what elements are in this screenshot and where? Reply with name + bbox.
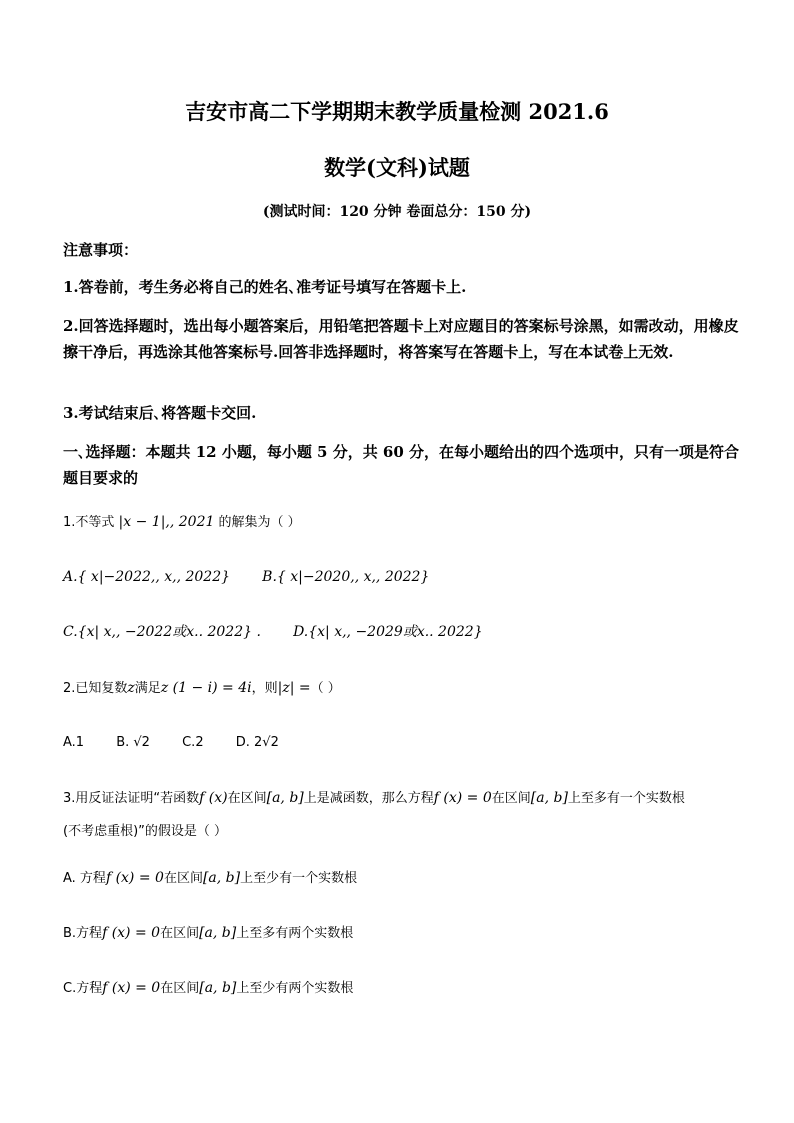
q3-option-a (63, 867, 743, 890)
q2-option-b: B. √2 (116, 735, 150, 750)
q3-option-c-post: 上至少有两个实数根 (236, 981, 354, 996)
notice-item-1: 1.答卷前，考生务必将自己的姓名､准考证号填写在答题卡上. (63, 278, 467, 296)
q3-text-mid2: 上是减函数，那么方程 (303, 791, 434, 806)
q1-option-d: D.{x| x,, −2029或x.. 2022} (293, 624, 483, 640)
q3-option-b-eq: f (x) = 0 (102, 925, 161, 941)
q2-text-mid: 满足 (134, 681, 161, 696)
q3-option-c-pre: C.方程 (63, 981, 103, 996)
q3-option-c-mid: 在区间 (160, 981, 200, 996)
q3-equation: f (x) = 0 (433, 790, 492, 806)
q3-option-c (63, 977, 743, 1000)
q1-expression: |x − 1|,, 2021 (118, 514, 215, 530)
q2-text-pre: 2.已知复数 (63, 681, 128, 696)
q3-option-c-eq: f (x) = 0 (102, 980, 161, 996)
question-3-line-1 (63, 787, 743, 810)
q2-equation: z (1 − i) = 4i (160, 680, 252, 696)
q3-option-b-pre: B.方程 (63, 926, 103, 941)
q2-option-a: A.1 (63, 735, 85, 750)
q2-text-post1: ，则 (251, 681, 278, 696)
q2-z: z (127, 680, 135, 696)
q3-option-b (63, 922, 743, 945)
question-3-line-2: (不考虑重根)”的假设是（ ） (63, 824, 228, 839)
q3-option-b-interval: [a, b] (199, 925, 237, 941)
q3-option-b-mid: 在区间 (160, 926, 200, 941)
q3-interval: [a, b] (266, 790, 304, 806)
q1-text-pre: 1.不等式 (63, 515, 115, 530)
question-1-options-cd (63, 621, 743, 644)
q3-option-a-interval: [a, b] (202, 870, 241, 886)
q3-text-post: 上至多有一个实数根 (567, 791, 685, 806)
notice-item-3: 3.考试结束后､将答题卡交回. (63, 404, 257, 422)
question-1 (63, 511, 743, 534)
q2-option-d: D. 2√2 (235, 735, 279, 750)
question-1-options-ab (63, 566, 743, 589)
exam-subtitle: 数学(文科)试题 (324, 155, 470, 180)
q3-option-a-pre: A. 方程 (63, 871, 106, 886)
exam-meta: (测试时间：120 分钟 卷面总分：150 分) (262, 204, 532, 220)
question-2 (63, 677, 743, 700)
q3-option-a-mid: 在区间 (163, 871, 203, 886)
q2-abs: |z| = (277, 680, 311, 696)
question-2-options (63, 732, 743, 754)
q3-option-b-post: 上至多有两个实数根 (236, 926, 354, 941)
notice-heading: 注意事项： (63, 241, 139, 259)
q1-text-post: 的解集为（ ） (218, 515, 301, 530)
q1-option-c: C.{x| x,, −2022或x.. 2022} . (63, 624, 261, 640)
exam-title: 吉安市高二下学期期末教学质量检测 2021.6 (185, 99, 609, 124)
q3-option-a-eq: f (x) = 0 (105, 870, 164, 886)
q3-option-a-post: 上至少有一个实数根 (240, 871, 358, 886)
q2-option-c: C.2 (182, 735, 204, 750)
q3-interval-2: [a, b] (530, 790, 568, 806)
q1-option-a: A.{ x|−2022,, x,, 2022} (63, 569, 231, 585)
q3-text-mid3: 在区间 (491, 791, 531, 806)
q3-text-mid1: 在区间 (227, 791, 267, 806)
q2-text-post2: （ ） (310, 681, 341, 696)
q1-option-b: B.{ x|−2020,, x,, 2022} (262, 569, 430, 585)
q3-option-c-interval: [a, b] (199, 980, 237, 996)
notice-item-2: 2.回答选择题时，选出每小题答案后，用铅笔把答题卡上对应题目的答案标号涂黑，如需改动，用橡皮擦干净后，再选涂其他答案标号.回答非选择题时，将答案写在答题卡上，写在本试卷上无效. (63, 317, 739, 361)
q3-text-pre: 3.用反证法证明“若函数 (63, 791, 200, 806)
q3-fx: f (x) (199, 790, 228, 806)
section-1-heading: 一､选择题：本题共 12 小题，每小题 5 分，共 60 分，在每小题给出的四个选项中，只有一项是符合题目要求的 (63, 443, 740, 487)
